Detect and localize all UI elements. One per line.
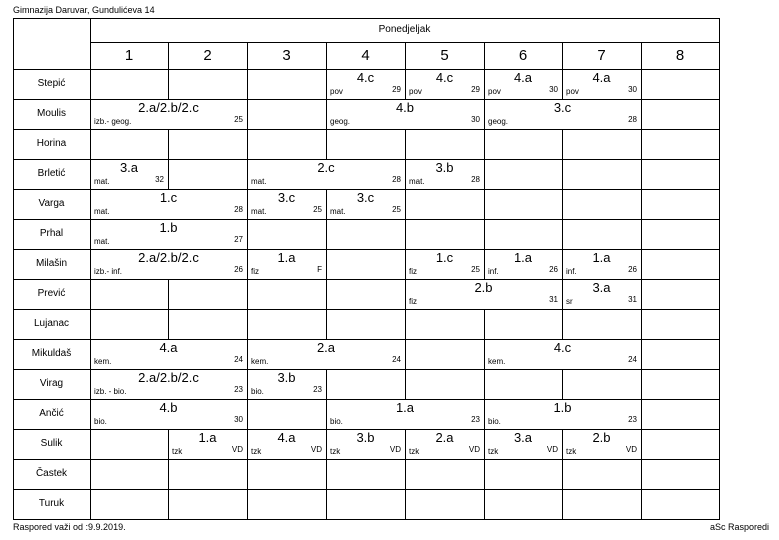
lesson-subject: mat.	[251, 207, 267, 216]
cell-divider	[484, 129, 485, 159]
lesson-class: 4.c	[435, 70, 454, 85]
lesson-subject: sr	[566, 297, 573, 306]
teacher-name: Milašin	[35, 258, 68, 269]
lesson-room: 31	[549, 295, 558, 304]
lesson-cell	[90, 369, 247, 399]
teacher-name: Virag	[39, 378, 64, 389]
lesson-room: 25	[392, 205, 401, 214]
lesson-subject: inf.	[488, 267, 499, 276]
lesson-subject: tzk	[251, 447, 262, 456]
cell-divider	[326, 309, 327, 339]
teacher-name: Ančić	[39, 408, 64, 419]
lesson-class: 2.b	[474, 280, 493, 295]
lesson-subject: bio.	[488, 417, 501, 426]
cell-divider	[326, 279, 327, 309]
lesson-room: 25	[234, 115, 243, 124]
period-number: 3	[282, 47, 291, 64]
lesson-class: 4.c	[356, 70, 375, 85]
cell-divider	[562, 129, 563, 159]
cell-divider	[405, 339, 406, 369]
lesson-cell	[247, 249, 326, 279]
lesson-cell	[90, 189, 247, 219]
lesson-class: 2.c	[317, 160, 335, 175]
lesson-room: VD	[468, 445, 480, 454]
cell-divider	[247, 99, 248, 129]
lesson-cell	[168, 429, 247, 459]
cell-divider	[168, 489, 169, 519]
lesson-class: 4.c	[553, 340, 572, 355]
lesson-room: VD	[310, 445, 322, 454]
cell-divider	[326, 489, 327, 519]
cell-divider	[641, 99, 642, 129]
lesson-cell	[326, 189, 405, 219]
cell-divider	[641, 129, 642, 159]
lesson-class: 4.a	[159, 340, 178, 355]
row-divider	[13, 129, 719, 130]
lesson-cell	[326, 69, 405, 99]
lesson-class: 3.c	[356, 190, 375, 205]
day-label: Ponedjeljak	[378, 24, 431, 35]
lesson-room: 27	[234, 235, 243, 244]
cell-divider	[168, 459, 169, 489]
school-header: Gimnazija Daruvar, Gundulićeva 14	[13, 5, 155, 15]
teacher-name: Moulis	[37, 108, 66, 119]
lesson-cell	[484, 429, 562, 459]
cell-divider	[405, 369, 406, 399]
cell-divider	[405, 129, 406, 159]
lesson-room: 29	[471, 85, 480, 94]
lesson-cell	[484, 249, 562, 279]
lesson-subject: mat.	[94, 237, 110, 246]
lesson-class: 1.a	[395, 400, 415, 415]
lesson-class: 1.b	[159, 220, 178, 235]
lesson-subject: tzk	[409, 447, 420, 456]
lesson-subject: mat.	[94, 177, 110, 186]
cell-divider	[247, 129, 248, 159]
table-border-top	[13, 18, 720, 19]
cell-divider	[247, 489, 248, 519]
lesson-class: 4.a	[513, 70, 533, 85]
lesson-subject: pov	[330, 87, 343, 96]
lesson-class: 3.a	[119, 160, 139, 175]
lesson-class: 4.b	[395, 100, 415, 115]
lesson-room: 30	[549, 85, 558, 94]
lesson-subject: kem.	[94, 357, 112, 366]
row-divider	[13, 459, 719, 460]
lesson-cell	[90, 219, 247, 249]
lesson-cell	[562, 69, 641, 99]
cell-divider	[484, 219, 485, 249]
lesson-class: 4.a	[592, 70, 611, 85]
lesson-cell	[247, 429, 326, 459]
cell-divider	[326, 129, 327, 159]
cell-divider	[326, 459, 327, 489]
lesson-class: 1.c	[159, 190, 178, 205]
lesson-room: 23	[471, 415, 480, 424]
software-credit: aSc Rasporedi	[709, 522, 769, 532]
lesson-room: 28	[392, 175, 401, 184]
cell-divider	[168, 159, 169, 189]
teacher-name: Prhal	[39, 228, 64, 239]
cell-divider	[484, 489, 485, 519]
lesson-room: 23	[313, 385, 322, 394]
lesson-subject: izb. - bio.	[94, 387, 127, 396]
lesson-class: 3.c	[277, 190, 296, 205]
teacher-name: Mikuldaš	[31, 348, 72, 359]
lesson-class: 1.a	[277, 250, 296, 265]
lesson-cell	[247, 159, 405, 189]
cell-divider	[641, 249, 642, 279]
cell-divider	[405, 309, 406, 339]
cell-divider	[641, 279, 642, 309]
cell-divider	[326, 369, 327, 399]
period-number: 7	[597, 47, 606, 64]
lesson-class: 4.b	[159, 400, 178, 415]
lesson-cell	[247, 339, 405, 369]
lesson-subject: geog.	[488, 117, 509, 126]
cell-divider	[641, 309, 642, 339]
lesson-subject: kem.	[488, 357, 506, 366]
cell-divider	[405, 189, 406, 219]
valid-from-note: Raspored važi od :9.9.2019.	[13, 522, 126, 532]
lesson-room: 24	[234, 355, 243, 364]
teacher-name: Varga	[38, 198, 65, 209]
cell-divider	[641, 219, 642, 249]
cell-divider	[641, 399, 642, 429]
lesson-cell	[484, 339, 641, 369]
period-number: 6	[518, 47, 528, 64]
cell-divider	[484, 189, 485, 219]
lesson-subject: mat.	[94, 207, 110, 216]
lesson-room: 29	[392, 85, 401, 94]
period-number: 5	[440, 47, 449, 64]
cell-divider	[641, 369, 642, 399]
cell-divider	[405, 459, 406, 489]
lesson-class: 4.a	[277, 430, 296, 445]
cell-divider	[247, 459, 248, 489]
lesson-room: 24	[392, 355, 401, 364]
cell-divider	[641, 339, 642, 369]
lesson-room: 28	[234, 205, 243, 214]
lesson-subject: bio.	[330, 417, 343, 426]
lesson-cell	[405, 249, 484, 279]
lesson-subject: geog.	[330, 117, 351, 126]
lesson-room: 24	[628, 355, 637, 364]
lesson-subject: kem.	[251, 357, 269, 366]
lesson-cell	[326, 99, 484, 129]
lesson-subject: mat.	[330, 207, 346, 216]
cell-divider	[484, 309, 485, 339]
lesson-room: 31	[628, 295, 637, 304]
lesson-subject: tzk	[566, 447, 577, 456]
lesson-cell	[247, 189, 326, 219]
lesson-subject: pov	[488, 87, 501, 96]
period-number: 8	[675, 47, 685, 64]
lesson-class: 1.c	[435, 250, 454, 265]
lesson-class: 2.a/2.b/2.c	[138, 370, 199, 385]
lesson-class: 2.a	[316, 340, 336, 355]
lesson-cell	[405, 429, 484, 459]
cell-divider	[562, 159, 563, 189]
lesson-class: 3.c	[553, 100, 572, 115]
lesson-subject: inf.	[566, 267, 577, 276]
cell-divider	[247, 399, 248, 429]
lesson-room: VD	[389, 445, 401, 454]
cell-divider	[247, 279, 248, 309]
table-border-bottom	[13, 519, 720, 520]
cell-divider	[641, 459, 642, 489]
lesson-room: 28	[471, 175, 480, 184]
lesson-cell	[405, 159, 484, 189]
lesson-subject: fiz	[409, 297, 417, 306]
lesson-room: 30	[628, 85, 637, 94]
lesson-cell	[562, 249, 641, 279]
lesson-class: 1.a	[513, 250, 533, 265]
table-border-right	[719, 18, 720, 520]
lesson-class: 2.a/2.b/2.c	[138, 250, 199, 265]
cell-divider	[484, 159, 485, 189]
cell-divider	[168, 279, 169, 309]
cell-divider	[641, 69, 642, 99]
lesson-subject: pov	[409, 87, 422, 96]
row-divider	[13, 489, 719, 490]
lesson-subject: bio.	[251, 387, 264, 396]
lesson-subject: fiz	[409, 267, 417, 276]
cell-divider	[247, 219, 248, 249]
lesson-room: 26	[234, 265, 243, 274]
lesson-cell	[484, 69, 562, 99]
cell-divider	[562, 189, 563, 219]
lesson-class: 1.a	[198, 430, 217, 445]
lesson-class: 2.a	[435, 430, 454, 445]
lesson-subject: tzk	[172, 447, 183, 456]
lesson-cell	[90, 99, 247, 129]
row-divider	[13, 309, 719, 310]
lesson-room: 28	[628, 115, 637, 124]
cell-divider	[484, 459, 485, 489]
teacher-name: Turuk	[38, 498, 65, 509]
lesson-subject: bio.	[94, 417, 107, 426]
lesson-class: 1.b	[553, 400, 572, 415]
cell-divider	[562, 489, 563, 519]
lesson-cell	[90, 339, 247, 369]
lesson-subject: fiz	[251, 267, 259, 276]
lesson-class: 2.a/2.b/2.c	[138, 100, 199, 115]
lesson-cell	[247, 369, 326, 399]
lesson-cell	[484, 399, 641, 429]
lesson-subject: izb.- inf.	[94, 267, 123, 276]
cell-divider	[641, 189, 642, 219]
period-number: 1	[124, 47, 134, 64]
lesson-subject: pov	[566, 87, 579, 96]
lesson-room: 30	[234, 415, 243, 424]
cell-divider	[405, 489, 406, 519]
cell-divider	[641, 159, 642, 189]
lesson-room: 25	[313, 205, 322, 214]
lesson-room: 25	[471, 265, 480, 274]
lesson-class: 3.a	[513, 430, 533, 445]
period-number: 2	[203, 47, 212, 64]
lesson-cell	[405, 69, 484, 99]
cell-divider	[641, 429, 642, 459]
lesson-room: 23	[628, 415, 637, 424]
cell-divider	[562, 219, 563, 249]
cell-divider	[641, 489, 642, 519]
lesson-cell	[562, 429, 641, 459]
lesson-room: VD	[231, 445, 243, 454]
lesson-subject: izb.- geog.	[94, 117, 132, 126]
lesson-room: 30	[471, 115, 480, 124]
cell-divider	[247, 309, 248, 339]
lesson-cell	[562, 279, 641, 309]
lesson-cell	[326, 399, 484, 429]
lesson-cell	[90, 249, 247, 279]
lesson-class: 1.a	[592, 250, 611, 265]
lesson-class: 3.a	[592, 280, 611, 295]
lesson-room: 32	[155, 175, 164, 184]
cell-divider	[484, 369, 485, 399]
lesson-cell	[484, 99, 641, 129]
period-number: 4	[361, 47, 370, 64]
lesson-class: 2.b	[592, 430, 611, 445]
cell-divider	[168, 69, 169, 99]
cell-divider	[562, 459, 563, 489]
lesson-class: 3.b	[356, 430, 375, 445]
lesson-room: VD	[546, 445, 558, 454]
lesson-subject: tzk	[488, 447, 499, 456]
teacher-name: Prević	[37, 288, 66, 299]
cell-divider	[562, 309, 563, 339]
cell-divider	[168, 309, 169, 339]
lesson-class: 3.b	[277, 370, 296, 385]
teacher-name: Stepić	[37, 78, 66, 89]
cell-divider	[168, 129, 169, 159]
lesson-class: 3.b	[435, 160, 454, 175]
lesson-cell	[405, 279, 562, 309]
teacher-name: Častek	[35, 468, 68, 479]
cell-divider	[562, 369, 563, 399]
teacher-name: Lujanac	[33, 318, 70, 329]
cell-divider	[405, 219, 406, 249]
cell-divider	[326, 219, 327, 249]
lesson-cell	[90, 159, 168, 189]
lesson-subject: mat.	[409, 177, 425, 186]
lesson-subject: mat.	[251, 177, 267, 186]
lesson-subject: tzk	[330, 447, 341, 456]
cell-divider	[326, 249, 327, 279]
teacher-name: Sulik	[40, 438, 63, 449]
lesson-room: 23	[234, 385, 243, 394]
teacher-name: Brletić	[37, 168, 66, 179]
lesson-room: 26	[549, 265, 558, 274]
lesson-room: 26	[628, 265, 637, 274]
lesson-cell	[326, 429, 405, 459]
lesson-room: F	[317, 265, 322, 274]
cell-divider	[247, 69, 248, 99]
teacher-name: Horina	[36, 138, 67, 149]
lesson-room: VD	[625, 445, 637, 454]
lesson-cell	[90, 399, 247, 429]
